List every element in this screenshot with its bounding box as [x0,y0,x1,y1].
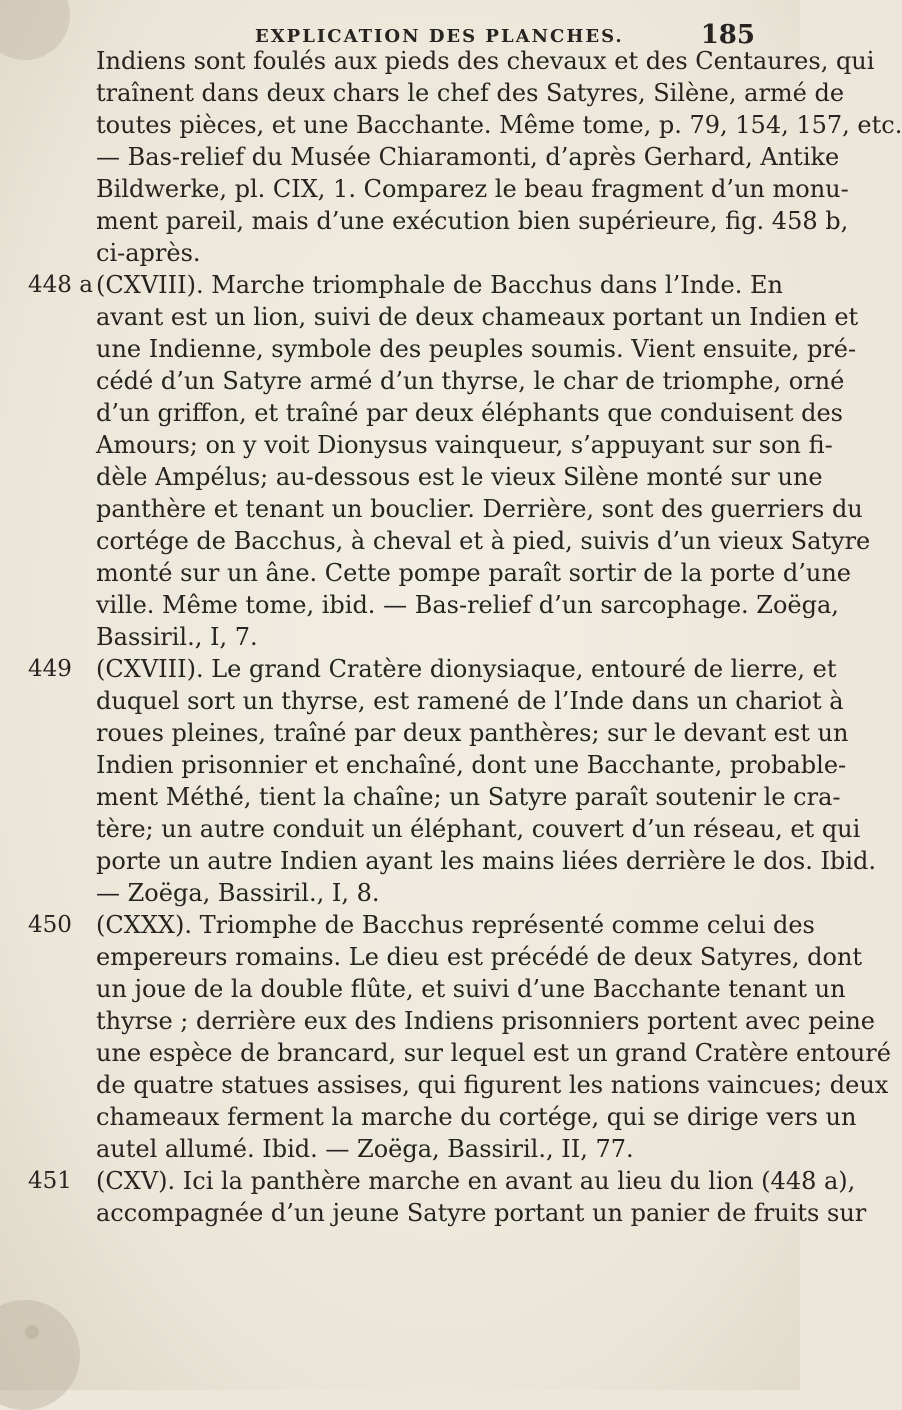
text-line: empereurs romains. Le dieu est précédé de deux Satyres, dont [96,943,863,971]
text-line: tère; un autre conduit un éléphant, couvert d’un réseau, et qui [96,815,861,843]
text-line: cédé d’un Satyre armé d’un thyrse, le char de triomphe, orné [96,367,845,395]
paper-stain [0,1300,80,1410]
text-line: Indien prisonnier et enchaîné, dont une Bacchante, probable- [96,751,847,779]
text-line: de quatre statues assises, qui figurent les nations vaincues; deux [96,1071,889,1099]
text-line: — Zoëga, Bassiril., I, 8. [96,879,380,907]
text-line: Bassiril., I, 7. [96,623,258,651]
text-line: ment pareil, mais d’une exécution bien supérieure, fig. 458 b, [96,207,849,235]
text-line: thyrse ; derrière eux des Indiens prisonniers portent avec peine [96,1007,876,1035]
entry-number: 449 [28,656,72,682]
text-line: duquel sort un thyrse, est ramené de l’Inde dans un chariot à [96,687,844,715]
text-line: monté sur un âne. Cette pompe paraît sortir de la porte d’une [96,559,851,587]
text-line: ville. Même tome, ibid. — Bas-relief d’un sarcophage. Zoëga, [96,591,839,619]
text-line: (CXXX). Triomphe de Bacchus représenté comme celui des [96,911,815,939]
text-line: Amours; on y voit Dionysus vainqueur, s’appuyant sur son fi- [96,431,833,459]
text-line: (CXVIII). Le grand Cratère dionysiaque, entouré de lierre, et [96,655,837,683]
text-line: cortége de Bacchus, à cheval et à pied, suivis d’un vieux Satyre [96,527,871,555]
text-line: une espèce de brancard, sur lequel est un grand Cratère entouré [96,1039,891,1067]
text-line: Bildwerke, pl. CIX, 1. Comparez le beau fragment d’un monu- [96,175,849,203]
body-text [28,45,902,1229]
text-line: un joue de la double flûte, et suivi d’une Bacchante tenant un [96,975,846,1003]
text-line: Indiens sont foulés aux pieds des chevaux et des Centaures, qui [96,47,875,75]
entry-number: 451 [28,1168,72,1194]
text-line: d’un griffon, et traîné par deux éléphants que conduisent des [96,399,843,427]
page-number: 185 [700,20,755,50]
entry-number: 450 [28,912,72,938]
text-line: une Indienne, symbole des peuples soumis. Vient ensuite, pré- [96,335,857,363]
text-line: panthère et tenant un bouclier. Derrière, sont des guerriers du [96,495,863,523]
text-line: (CXV). Ici la panthère marche en avant au lieu du lion (448 a), [96,1167,856,1195]
text-line: toutes pièces, et une Bacchante. Même tome, p. 79, 154, 157, etc. [96,111,902,139]
text-line: chameaux ferment la marche du cortége, qui se dirige vers un [96,1103,857,1131]
text-line: dèle Ampélus; au-dessous est le vieux Silène monté sur une [96,463,823,491]
text-line: porte un autre Indien ayant les mains liées derrière le dos. Ibid. [96,847,876,875]
paper-stain [25,1325,39,1339]
text-line: autel allumé. Ibid. — Zoëga, Bassiril., II, 77. [96,1135,634,1163]
running-title: EXPLICATION DES PLANCHES. [255,26,624,47]
text-line: accompagnée d’un jeune Satyre portant un panier de fruits sur [96,1199,867,1227]
text-line: ci-après. [96,239,201,267]
text-line: avant est un lion, suivi de deux chameaux portant un Indien et [96,303,859,331]
text-line: — Bas-relief du Musée Chiaramonti, d’après Gerhard, Antike [96,143,840,171]
text-line: traînent dans deux chars le chef des Satyres, Silène, armé de [96,79,845,107]
entry-449 [28,653,876,909]
intro-paragraph [96,45,902,269]
entry-451 [28,1165,867,1229]
entry-448a [28,269,871,653]
entry-450 [28,909,891,1165]
text-line: roues pleines, traîné par deux panthères; sur le devant est un [96,719,849,747]
paper-stain [0,0,70,60]
text-line: (CXVIII). Marche triomphale de Bacchus dans l’Inde. En [96,271,783,299]
text-line: ment Méthé, tient la chaîne; un Satyre paraît soutenir le cra- [96,783,841,811]
entry-number: 448 a [28,272,93,298]
